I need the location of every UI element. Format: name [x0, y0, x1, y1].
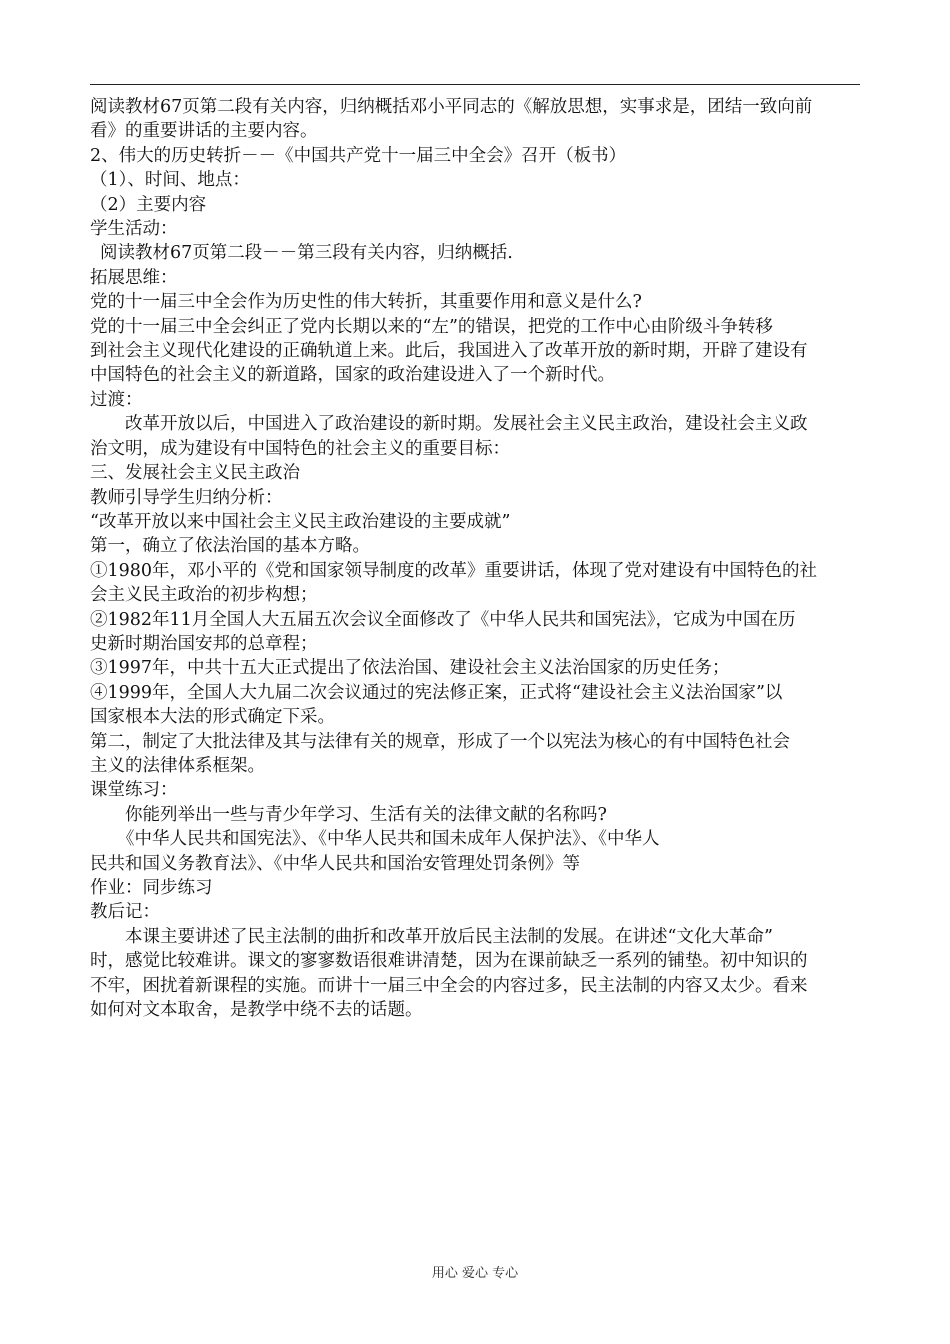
text-line: 拓展思维： [90, 267, 178, 288]
text-line: 治文明，成为建设有中国特色的社会主义的重要目标： [90, 438, 510, 459]
text-line: （1）、时间、地点： [90, 170, 250, 191]
text-line: 史新时期治国安邦的总章程； [90, 633, 318, 654]
text-line: ①1980年，邓小平的《党和国家领导制度的改革》重要讲话，体现了党对建设有中国特色的社 [90, 560, 818, 581]
text-line: 时，感觉比较难讲。课文的寥寥数语很难讲清楚，因为在课前缺乏一系列的铺垫。初中知识的 [90, 951, 808, 972]
text-line: 会主义民主政治的初步构想； [90, 585, 318, 606]
text-line: 主义的法律体系框架。 [90, 755, 265, 776]
section-heading: 2、伟大的历史转折－－《中国共产党十一届三中全会》召开（板书） [90, 145, 627, 166]
text-line: 看》的重要讲话的主要内容。 [90, 121, 318, 142]
text-line: ②1982年11月全国人大五届五次会议全面修改了《中华人民共和国宪法》，它成为中国在历 [90, 609, 796, 630]
text-line: 阅读教材67页第二段有关内容，归纳概括邓小平同志的《解放思想，实事求是，团结一致向前 [90, 97, 813, 117]
text-line: 教后记： [90, 902, 160, 923]
text-line: 改革开放以后，中国进入了政治建设的新时期。发展社会主义民主政治，建设社会主义政 [125, 414, 808, 435]
text-line: 作业：同步练习 [90, 878, 213, 898]
text-line: ④1999年，全国人大九届二次会议通过的宪法修正案，正式将“建设社会主义法治国家”以 [90, 682, 783, 703]
text-line: 民共和国义务教育法》、《中华人民共和国治安管理处罚条例》等 [90, 853, 580, 874]
text-line: 《中华人民共和国宪法》、《中华人民共和国未成年人保护法》、《中华人 [117, 829, 660, 850]
text-line: 教师引导学生归纳分析： [90, 487, 283, 508]
text-line: 党的十一届三中全会作为历史性的伟大转折，其重要作用和意义是什么? [90, 292, 642, 313]
text-line: 你能列举出一些与青少年学习、生活有关的法律文献的名称吗? [125, 804, 607, 825]
text-line: 本课主要讲述了民主法制的曲折和改革开放后民主法制的发展。在讲述“文化大革命” [125, 926, 773, 947]
page-footer: 用心 爱心 专心 [431, 1266, 519, 1281]
text-line: 如何对文本取舍，是教学中绕不去的话题。 [90, 1000, 423, 1021]
header-rule [90, 84, 860, 85]
text-line: 阅读教材67页第二段－－第三段有关内容，归纳概括. [100, 243, 513, 264]
section-heading: 三、发展社会主义民主政治 [90, 463, 300, 484]
text-line: 党的十一届三中全会纠正了党内长期以来的“左”的错误，把党的工作中心由阶级斗争转移 [90, 316, 773, 337]
text-line: 不牢，困扰着新课程的实施。而讲十一届三中全会的内容过多，民主法制的内容又太少。看来 [90, 975, 808, 996]
document-body [90, 95, 860, 1022]
text-line: 中国特色的社会主义的新道路，国家的政治建设进入了一个新时代。 [90, 365, 615, 386]
text-line: 到社会主义现代化建设的正确轨道上来。此后，我国进入了改革开放的新时期，开辟了建设有 [90, 341, 808, 362]
text-line: “改革开放以来中国社会主义民主政治建设的主要成就” [90, 511, 511, 532]
text-line: ③1997年，中共十五大正式提出了依法治国、建设社会主义法治国家的历史任务； [90, 658, 730, 679]
text-line: 课堂练习： [90, 780, 178, 801]
text-line: （2）主要内容 [90, 194, 207, 215]
text-line: 国家根本大法的形式确定下采。 [90, 707, 335, 728]
text-line: 第一，确立了依法治国的基本方略。 [90, 536, 370, 557]
text-line: 学生活动： [90, 219, 178, 240]
text-line: 第二，制定了大批法律及其与法律有关的规章，形成了一个以宪法为核心的有中国特色社会 [90, 731, 790, 752]
text-line: 过渡： [90, 389, 143, 410]
